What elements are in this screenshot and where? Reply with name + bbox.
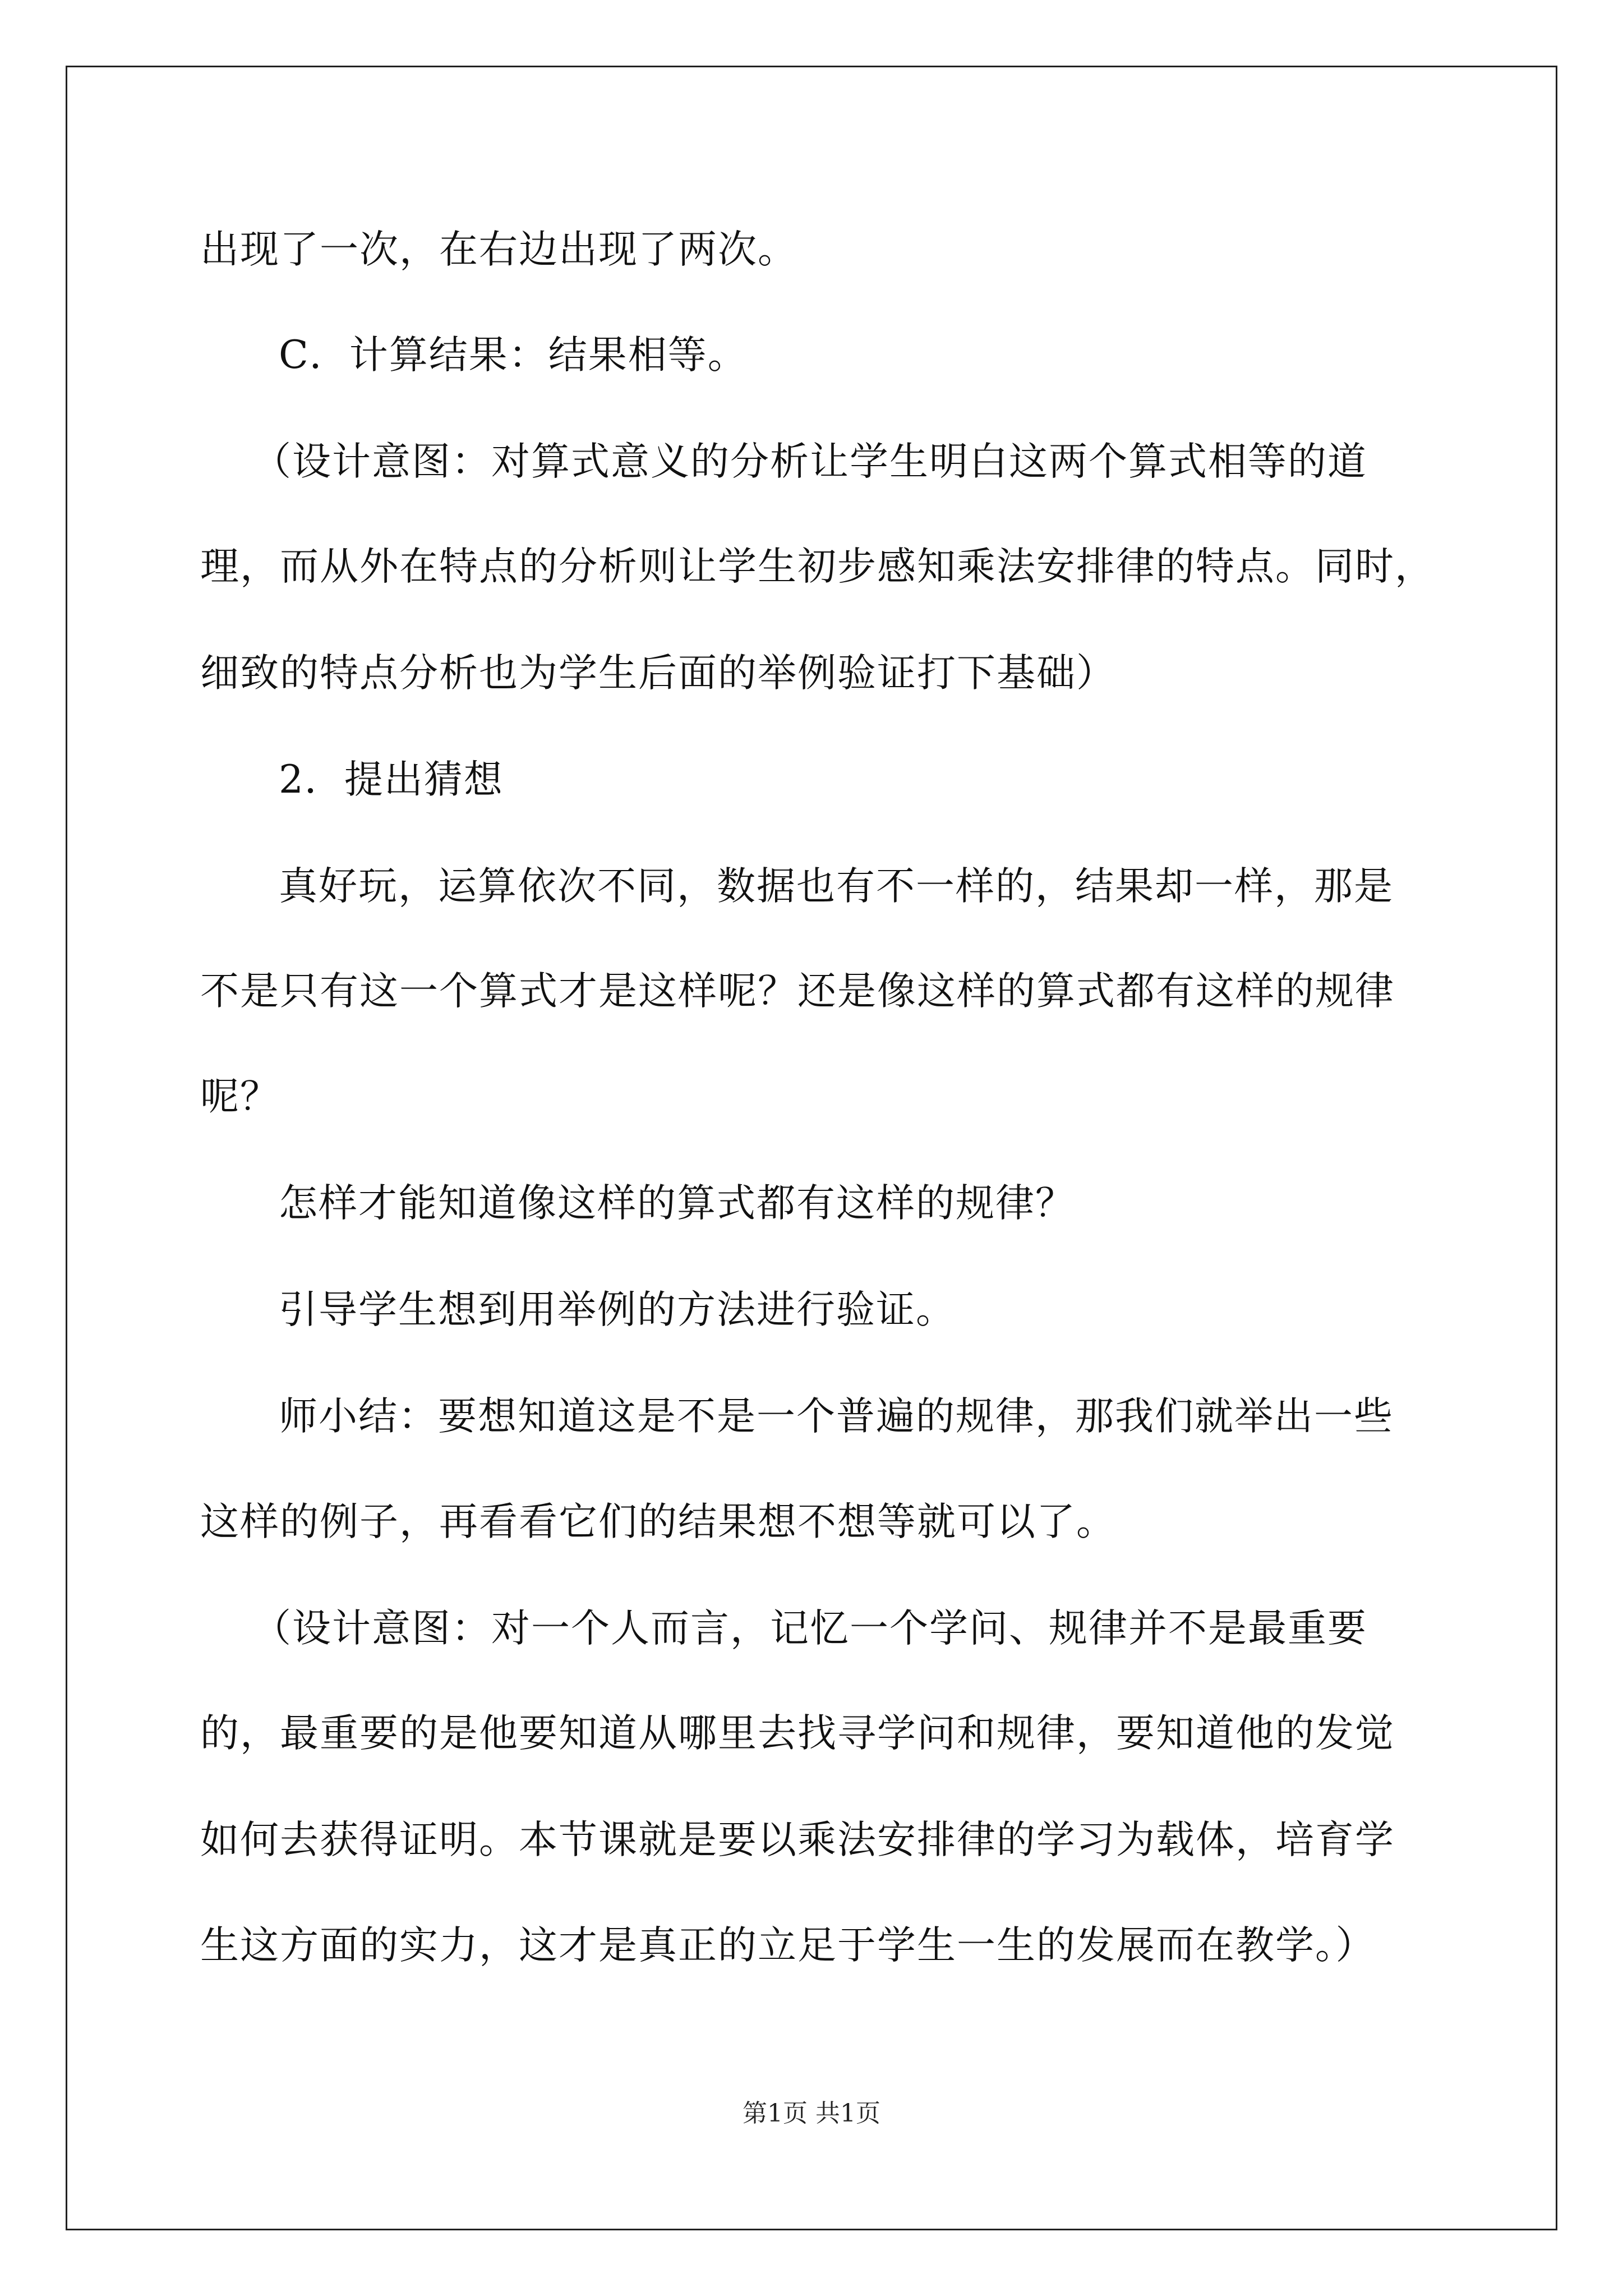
text-line: 呢？ — [200, 1074, 280, 1119]
text-line: 怎样才能知道像这样的算式都有这样的规律？ — [279, 1181, 1075, 1226]
text-line: C．计算结果：结果相等。 — [279, 333, 748, 378]
text-line: 生这方面的实力，这才是真正的立足于学生一生的发展而在教学。） — [200, 1923, 1376, 1968]
page-number-footer: 第1页 共1页 — [743, 2099, 880, 2128]
text-line: 这样的例子，再看看它们的结果想不想等就可以了。 — [200, 1499, 1116, 1544]
text-line: 引导学生想到用举例的方法进行验证。 — [279, 1287, 956, 1332]
text-line: 真好玩，运算依次不同，数据也有不一样的，结果却一样，那是 — [279, 864, 1394, 909]
text-line: 的，最重要的是他要知道从哪里去找寻学问和规律，要知道他的发觉 — [200, 1711, 1395, 1756]
text-line: 细致的特点分析也为学生后面的举例验证打下基础） — [200, 651, 1116, 696]
text-line: 不是只有这一个算式才是这样呢？还是像这样的算式都有这样的规律 — [200, 969, 1395, 1014]
text-line: 2．提出猜想 — [279, 757, 504, 802]
text-line: 如何去获得证明。本节课就是要以乘法安排律的学习为载体，培育学 — [200, 1818, 1395, 1862]
text-line: 理，而从外在特点的分析则让学生初步感知乘法安排律的特点。同时， — [200, 544, 1435, 589]
page-border — [66, 66, 1557, 2230]
text-line: 师小结：要想知道这是不是一个普遍的规律，那我们就举出一些 — [279, 1394, 1394, 1439]
text-line: （设计意图：对一个人而言，记忆一个学问、规律并不是最重要 — [252, 1606, 1367, 1651]
text-line: （设计意图：对算式意义的分析让学生明白这两个算式相等的道 — [252, 439, 1367, 484]
text-line: 出现了一次，在右边出现了两次。 — [200, 227, 797, 272]
